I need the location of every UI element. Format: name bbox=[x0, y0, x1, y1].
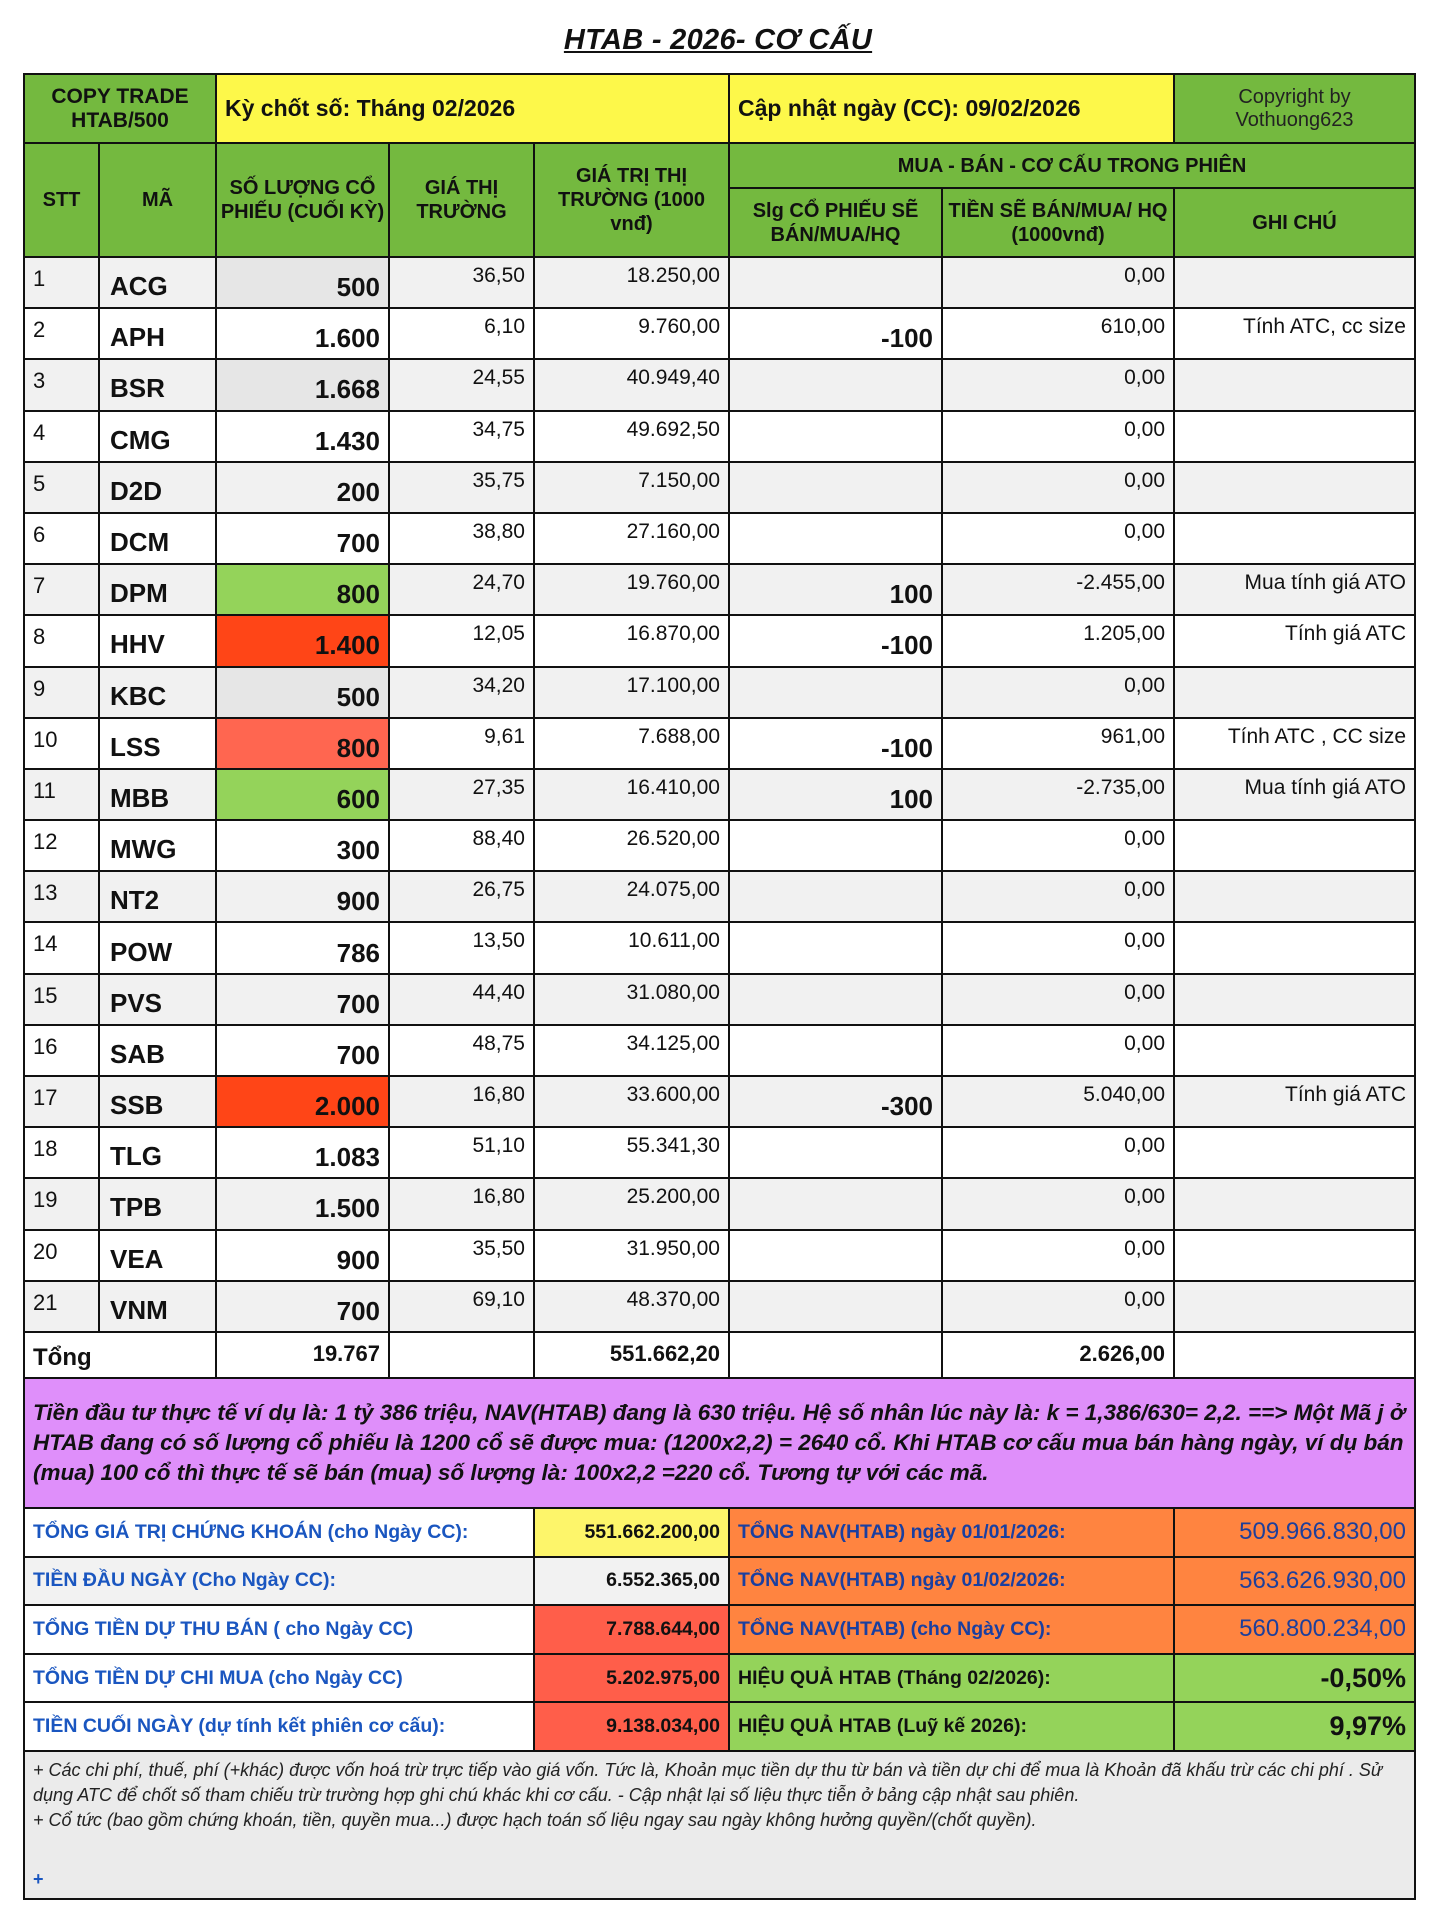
table-row bbox=[24, 1230, 1415, 1281]
row-trade-qty bbox=[729, 411, 942, 462]
col-slg-cp: Slg CỔ PHIẾU SẼ BÁN/MUA/HQ bbox=[729, 188, 942, 257]
row-trade-cash: 0,00 bbox=[942, 1025, 1174, 1076]
row-market-value: 25.200,00 bbox=[534, 1178, 729, 1229]
table-row bbox=[24, 411, 1415, 462]
row-ticker: DCM bbox=[99, 513, 216, 564]
row-trade-cash: 5.040,00 bbox=[942, 1076, 1174, 1127]
row-market-price: 44,40 bbox=[389, 974, 534, 1025]
holdings-table bbox=[23, 73, 1416, 1900]
plus-icon: + bbox=[33, 1868, 44, 1889]
row-note bbox=[1174, 359, 1415, 410]
row-trade-qty bbox=[729, 922, 942, 973]
row-quantity: 500 bbox=[216, 257, 389, 308]
summary-left-label: TIỀN CUỐI NGÀY (dự tính kết phiên cơ cấu): bbox=[24, 1702, 534, 1751]
row-trade-cash: 0,00 bbox=[942, 820, 1174, 871]
row-ticker: SSB bbox=[99, 1076, 216, 1127]
table-row bbox=[24, 667, 1415, 718]
row-note bbox=[1174, 820, 1415, 871]
col-ghi-chu: GHI CHÚ bbox=[1174, 188, 1415, 257]
row-market-value: 49.692,50 bbox=[534, 411, 729, 462]
row-quantity: 1.083 bbox=[216, 1127, 389, 1178]
row-market-value: 55.341,30 bbox=[534, 1127, 729, 1178]
row-trade-qty: -100 bbox=[729, 718, 942, 769]
row-trade-qty bbox=[729, 1230, 942, 1281]
row-ticker: VNM bbox=[99, 1281, 216, 1332]
row-ticker: D2D bbox=[99, 462, 216, 513]
row-market-value: 24.075,00 bbox=[534, 871, 729, 922]
row-stt: 18 bbox=[24, 1127, 99, 1178]
row-market-value: 16.870,00 bbox=[534, 615, 729, 666]
row-market-price: 13,50 bbox=[389, 922, 534, 973]
row-market-value: 26.520,00 bbox=[534, 820, 729, 871]
row-market-value: 10.611,00 bbox=[534, 922, 729, 973]
row-ticker: LSS bbox=[99, 718, 216, 769]
row-trade-cash: -2.455,00 bbox=[942, 564, 1174, 615]
table-row bbox=[24, 769, 1415, 820]
row-market-price: 51,10 bbox=[389, 1127, 534, 1178]
row-trade-cash: 0,00 bbox=[942, 257, 1174, 308]
row-quantity: 700 bbox=[216, 513, 389, 564]
table-row bbox=[24, 718, 1415, 769]
row-stt: 19 bbox=[24, 1178, 99, 1229]
row-note: Tính ATC , CC size bbox=[1174, 718, 1415, 769]
table-row bbox=[24, 513, 1415, 564]
col-stt: STT bbox=[24, 143, 99, 257]
row-ticker: HHV bbox=[99, 615, 216, 666]
row-note bbox=[1174, 871, 1415, 922]
row-ticker: VEA bbox=[99, 1230, 216, 1281]
row-trade-qty bbox=[729, 820, 942, 871]
row-market-price: 26,75 bbox=[389, 871, 534, 922]
row-note: Tính giá ATC bbox=[1174, 615, 1415, 666]
row-stt: 12 bbox=[24, 820, 99, 871]
row-stt: 15 bbox=[24, 974, 99, 1025]
row-market-value: 7.688,00 bbox=[534, 718, 729, 769]
table-row bbox=[24, 1178, 1415, 1229]
row-ticker: DPM bbox=[99, 564, 216, 615]
row-market-price: 6,10 bbox=[389, 308, 534, 359]
summary-row bbox=[24, 1702, 1415, 1751]
row-quantity: 700 bbox=[216, 1281, 389, 1332]
row-trade-cash: 0,00 bbox=[942, 1127, 1174, 1178]
row-quantity: 700 bbox=[216, 974, 389, 1025]
row-market-price: 27,35 bbox=[389, 769, 534, 820]
row-trade-qty bbox=[729, 359, 942, 410]
row-trade-cash: 961,00 bbox=[942, 718, 1174, 769]
row-quantity: 600 bbox=[216, 769, 389, 820]
row-ticker: PVS bbox=[99, 974, 216, 1025]
copyright-label: Copyright by Vothuong623 bbox=[1174, 74, 1415, 143]
row-ticker: MWG bbox=[99, 820, 216, 871]
portfolio-sheet bbox=[23, 73, 1414, 1900]
row-stt: 16 bbox=[24, 1025, 99, 1076]
row-trade-cash: 0,00 bbox=[942, 871, 1174, 922]
row-ticker: SAB bbox=[99, 1025, 216, 1076]
row-note bbox=[1174, 922, 1415, 973]
row-trade-cash: 1.205,00 bbox=[942, 615, 1174, 666]
row-stt: 6 bbox=[24, 513, 99, 564]
total-cash: 2.626,00 bbox=[942, 1332, 1174, 1378]
row-market-price: 34,20 bbox=[389, 667, 534, 718]
row-quantity: 800 bbox=[216, 564, 389, 615]
row-ticker: APH bbox=[99, 308, 216, 359]
copy-trade-label: COPY TRADE HTAB/500 bbox=[24, 74, 216, 143]
row-stt: 8 bbox=[24, 615, 99, 666]
table-row bbox=[24, 564, 1415, 615]
col-group-mua-ban: MUA - BÁN - CƠ CẤU TRONG PHIÊN bbox=[729, 143, 1415, 188]
row-quantity: 1.400 bbox=[216, 615, 389, 666]
table-row bbox=[24, 462, 1415, 513]
summary-right-label: TỔNG NAV(HTAB) ngày 01/01/2026: bbox=[729, 1508, 1174, 1557]
summary-left-value: 5.202.975,00 bbox=[534, 1654, 729, 1703]
row-trade-qty: -300 bbox=[729, 1076, 942, 1127]
row-quantity: 700 bbox=[216, 1025, 389, 1076]
row-note bbox=[1174, 462, 1415, 513]
row-market-value: 16.410,00 bbox=[534, 769, 729, 820]
update-date-label: Cập nhật ngày (CC): 09/02/2026 bbox=[729, 74, 1174, 143]
row-trade-qty bbox=[729, 871, 942, 922]
row-ticker: TPB bbox=[99, 1178, 216, 1229]
row-stt: 4 bbox=[24, 411, 99, 462]
row-quantity: 900 bbox=[216, 1230, 389, 1281]
row-trade-cash: 610,00 bbox=[942, 308, 1174, 359]
summary-right-value: -0,50% bbox=[1174, 1654, 1415, 1703]
row-trade-cash: 0,00 bbox=[942, 359, 1174, 410]
row-ticker: KBC bbox=[99, 667, 216, 718]
total-value: 551.662,20 bbox=[534, 1332, 729, 1378]
row-market-price: 69,10 bbox=[389, 1281, 534, 1332]
row-stt: 3 bbox=[24, 359, 99, 410]
info-header-row bbox=[24, 74, 1415, 143]
row-note: Tính giá ATC bbox=[1174, 1076, 1415, 1127]
row-trade-qty bbox=[729, 1127, 942, 1178]
row-trade-cash: 0,00 bbox=[942, 1230, 1174, 1281]
row-note: Mua tính giá ATO bbox=[1174, 564, 1415, 615]
holdings-body bbox=[24, 257, 1415, 1332]
row-quantity: 786 bbox=[216, 922, 389, 973]
col-so-luong: SỐ LƯỢNG CỔ PHIẾU (CUỐI KỲ) bbox=[216, 143, 389, 257]
row-stt: 1 bbox=[24, 257, 99, 308]
row-trade-cash: 0,00 bbox=[942, 1281, 1174, 1332]
row-stt: 2 bbox=[24, 308, 99, 359]
row-market-price: 16,80 bbox=[389, 1178, 534, 1229]
summary-left-value: 551.662.200,00 bbox=[534, 1508, 729, 1557]
summary-left-label: TỔNG TIỀN DỰ THU BÁN ( cho Ngày CC) bbox=[24, 1605, 534, 1654]
summary-left-label: TỔNG GIÁ TRỊ CHỨNG KHOÁN (cho Ngày CC): bbox=[24, 1508, 534, 1557]
explanation-text: Tiền đầu tư thực tế ví dụ là: 1 tỷ 386 triệu, NAV(HTAB) đang là 630 triệu. Hệ số nhân lúc này là: k = 1,386/630= 2,2. ==> Một Mã j ở HTAB đang có số lượng cổ phiếu là 1200 cổ sẽ được mua: (1200x2,2) = 2640 cổ. Khi HTAB cơ cấu mua bán hàng ngày, ví dụ bán (mua) 100 cổ thì thực tế sẽ bán (mua) số lượng là: 100x2,2 =220 cổ. Tương tự với các mã. bbox=[24, 1378, 1415, 1508]
row-ticker: BSR bbox=[99, 359, 216, 410]
row-note bbox=[1174, 1025, 1415, 1076]
table-row bbox=[24, 359, 1415, 410]
row-ticker: POW bbox=[99, 922, 216, 973]
footnote-row bbox=[24, 1751, 1415, 1899]
table-row bbox=[24, 257, 1415, 308]
summary-right-label: TỔNG NAV(HTAB) ngày 01/02/2026: bbox=[729, 1557, 1174, 1606]
row-trade-qty bbox=[729, 513, 942, 564]
row-trade-cash: 0,00 bbox=[942, 1178, 1174, 1229]
total-note-empty bbox=[1174, 1332, 1415, 1378]
summary-left-label: TIỀN ĐẦU NGÀY (Cho Ngày CC): bbox=[24, 1557, 534, 1606]
row-market-price: 34,75 bbox=[389, 411, 534, 462]
row-market-value: 34.125,00 bbox=[534, 1025, 729, 1076]
row-market-value: 33.600,00 bbox=[534, 1076, 729, 1127]
row-quantity: 800 bbox=[216, 718, 389, 769]
row-market-price: 16,80 bbox=[389, 1076, 534, 1127]
summary-left-label: TỔNG TIỀN DỰ CHI MUA (cho Ngày CC) bbox=[24, 1654, 534, 1703]
row-quantity: 1.600 bbox=[216, 308, 389, 359]
row-stt: 5 bbox=[24, 462, 99, 513]
row-market-value: 9.760,00 bbox=[534, 308, 729, 359]
summary-right-value: 560.800.234,00 bbox=[1174, 1605, 1415, 1654]
row-trade-qty bbox=[729, 1178, 942, 1229]
row-market-price: 48,75 bbox=[389, 1025, 534, 1076]
row-note bbox=[1174, 974, 1415, 1025]
row-note bbox=[1174, 1178, 1415, 1229]
row-trade-cash: 0,00 bbox=[942, 922, 1174, 973]
row-quantity: 2.000 bbox=[216, 1076, 389, 1127]
row-note bbox=[1174, 1230, 1415, 1281]
period-label: Kỳ chốt số: Tháng 02/2026 bbox=[216, 74, 729, 143]
row-trade-qty bbox=[729, 462, 942, 513]
row-market-price: 9,61 bbox=[389, 718, 534, 769]
summary-row bbox=[24, 1557, 1415, 1606]
footnote bbox=[24, 1751, 1415, 1899]
summary-body bbox=[24, 1508, 1415, 1751]
row-market-price: 38,80 bbox=[389, 513, 534, 564]
row-ticker: TLG bbox=[99, 1127, 216, 1178]
row-market-value: 48.370,00 bbox=[534, 1281, 729, 1332]
explanation-row bbox=[24, 1378, 1415, 1508]
summary-left-value: 9.138.034,00 bbox=[534, 1702, 729, 1751]
row-market-value: 27.160,00 bbox=[534, 513, 729, 564]
total-row bbox=[24, 1332, 1415, 1378]
row-note bbox=[1174, 1127, 1415, 1178]
row-note bbox=[1174, 513, 1415, 564]
row-quantity: 300 bbox=[216, 820, 389, 871]
row-stt: 7 bbox=[24, 564, 99, 615]
table-row bbox=[24, 1076, 1415, 1127]
row-note: Tính ATC, cc size bbox=[1174, 308, 1415, 359]
summary-right-value: 563.626.930,00 bbox=[1174, 1557, 1415, 1606]
row-quantity: 900 bbox=[216, 871, 389, 922]
table-row bbox=[24, 1127, 1415, 1178]
row-note bbox=[1174, 257, 1415, 308]
row-trade-cash: 0,00 bbox=[942, 667, 1174, 718]
row-trade-qty bbox=[729, 974, 942, 1025]
row-stt: 17 bbox=[24, 1076, 99, 1127]
row-trade-cash: 0,00 bbox=[942, 462, 1174, 513]
row-trade-qty bbox=[729, 1025, 942, 1076]
row-stt: 11 bbox=[24, 769, 99, 820]
summary-left-value: 7.788.644,00 bbox=[534, 1605, 729, 1654]
row-market-value: 18.250,00 bbox=[534, 257, 729, 308]
col-gia-tri-thi-truong: GIÁ TRỊ THỊ TRƯỜNG (1000 vnđ) bbox=[534, 143, 729, 257]
table-row bbox=[24, 820, 1415, 871]
row-ticker: ACG bbox=[99, 257, 216, 308]
summary-row bbox=[24, 1654, 1415, 1703]
summary-right-value: 509.966.830,00 bbox=[1174, 1508, 1415, 1557]
row-stt: 10 bbox=[24, 718, 99, 769]
row-market-price: 36,50 bbox=[389, 257, 534, 308]
footnote-line-1: + Các chi phí, thuế, phí (+khác) được vốn hoá trừ trực tiếp vào giá vốn. Tức là, Khoản mục tiền dự thu từ bán và tiền dự chi để mua là Khoản đã khấu trừ các chi phí . Sử dụng ATC để chốt số tham chiếu trừ trường hợp ghi chú khác khi cơ cấu. - Cập nhật lại số liệu thực tiễn ở bảng cập nhật sau phiên. bbox=[33, 1759, 1383, 1805]
row-trade-qty: -100 bbox=[729, 308, 942, 359]
summary-right-value: 9,97% bbox=[1174, 1702, 1415, 1751]
row-trade-cash: -2.735,00 bbox=[942, 769, 1174, 820]
row-market-value: 31.950,00 bbox=[534, 1230, 729, 1281]
row-stt: 13 bbox=[24, 871, 99, 922]
total-qty: 19.767 bbox=[216, 1332, 389, 1378]
row-trade-cash: 0,00 bbox=[942, 974, 1174, 1025]
table-row bbox=[24, 1281, 1415, 1332]
row-quantity: 200 bbox=[216, 462, 389, 513]
page-title: HTAB - 2026- CƠ CẤU bbox=[563, 24, 873, 56]
summary-left-value: 6.552.365,00 bbox=[534, 1557, 729, 1606]
row-market-value: 17.100,00 bbox=[534, 667, 729, 718]
row-quantity: 1.500 bbox=[216, 1178, 389, 1229]
row-market-value: 19.760,00 bbox=[534, 564, 729, 615]
row-stt: 14 bbox=[24, 922, 99, 973]
row-ticker: MBB bbox=[99, 769, 216, 820]
row-quantity: 1.668 bbox=[216, 359, 389, 410]
row-stt: 21 bbox=[24, 1281, 99, 1332]
summary-right-label: HIỆU QUẢ HTAB (Luỹ kế 2026): bbox=[729, 1702, 1174, 1751]
row-market-price: 24,55 bbox=[389, 359, 534, 410]
summary-right-label: TỔNG NAV(HTAB) (cho Ngày CC): bbox=[729, 1605, 1174, 1654]
total-label: Tổng bbox=[24, 1332, 216, 1378]
row-ticker: CMG bbox=[99, 411, 216, 462]
total-price-empty bbox=[389, 1332, 534, 1378]
row-quantity: 1.430 bbox=[216, 411, 389, 462]
row-trade-cash: 0,00 bbox=[942, 411, 1174, 462]
row-trade-qty bbox=[729, 1281, 942, 1332]
row-market-price: 88,40 bbox=[389, 820, 534, 871]
row-note bbox=[1174, 1281, 1415, 1332]
table-row bbox=[24, 922, 1415, 973]
row-quantity: 500 bbox=[216, 667, 389, 718]
summary-row bbox=[24, 1508, 1415, 1557]
summary-row bbox=[24, 1605, 1415, 1654]
row-market-value: 7.150,00 bbox=[534, 462, 729, 513]
table-row bbox=[24, 974, 1415, 1025]
row-stt: 20 bbox=[24, 1230, 99, 1281]
row-trade-qty bbox=[729, 257, 942, 308]
row-trade-qty: -100 bbox=[729, 615, 942, 666]
column-header-row bbox=[24, 143, 1415, 188]
row-note: Mua tính giá ATO bbox=[1174, 769, 1415, 820]
row-market-value: 40.949,40 bbox=[534, 359, 729, 410]
col-ma: MÃ bbox=[99, 143, 216, 257]
row-trade-cash: 0,00 bbox=[942, 513, 1174, 564]
summary-right-label: HIỆU QUẢ HTAB (Tháng 02/2026): bbox=[729, 1654, 1174, 1703]
row-stt: 9 bbox=[24, 667, 99, 718]
row-market-price: 24,70 bbox=[389, 564, 534, 615]
row-trade-qty bbox=[729, 667, 942, 718]
table-row bbox=[24, 308, 1415, 359]
row-ticker: NT2 bbox=[99, 871, 216, 922]
col-tien: TIỀN SẼ BÁN/MUA/ HQ (1000vnđ) bbox=[942, 188, 1174, 257]
row-note bbox=[1174, 667, 1415, 718]
row-trade-qty: 100 bbox=[729, 564, 942, 615]
row-market-value: 31.080,00 bbox=[534, 974, 729, 1025]
row-note bbox=[1174, 411, 1415, 462]
col-gia-thi-truong: GIÁ THỊ TRƯỜNG bbox=[389, 143, 534, 257]
table-row bbox=[24, 615, 1415, 666]
footnote-line-2: + Cổ tức (bao gồm chứng khoán, tiền, quyền mua...) được hạch toán số liệu ngay sau ngày không hưởng quyền/(chốt quyền). bbox=[33, 1809, 1037, 1830]
total-trade-empty bbox=[729, 1332, 942, 1378]
table-row bbox=[24, 871, 1415, 922]
table-row bbox=[24, 1025, 1415, 1076]
row-trade-qty: 100 bbox=[729, 769, 942, 820]
row-market-price: 12,05 bbox=[389, 615, 534, 666]
row-market-price: 35,75 bbox=[389, 462, 534, 513]
row-market-price: 35,50 bbox=[389, 1230, 534, 1281]
